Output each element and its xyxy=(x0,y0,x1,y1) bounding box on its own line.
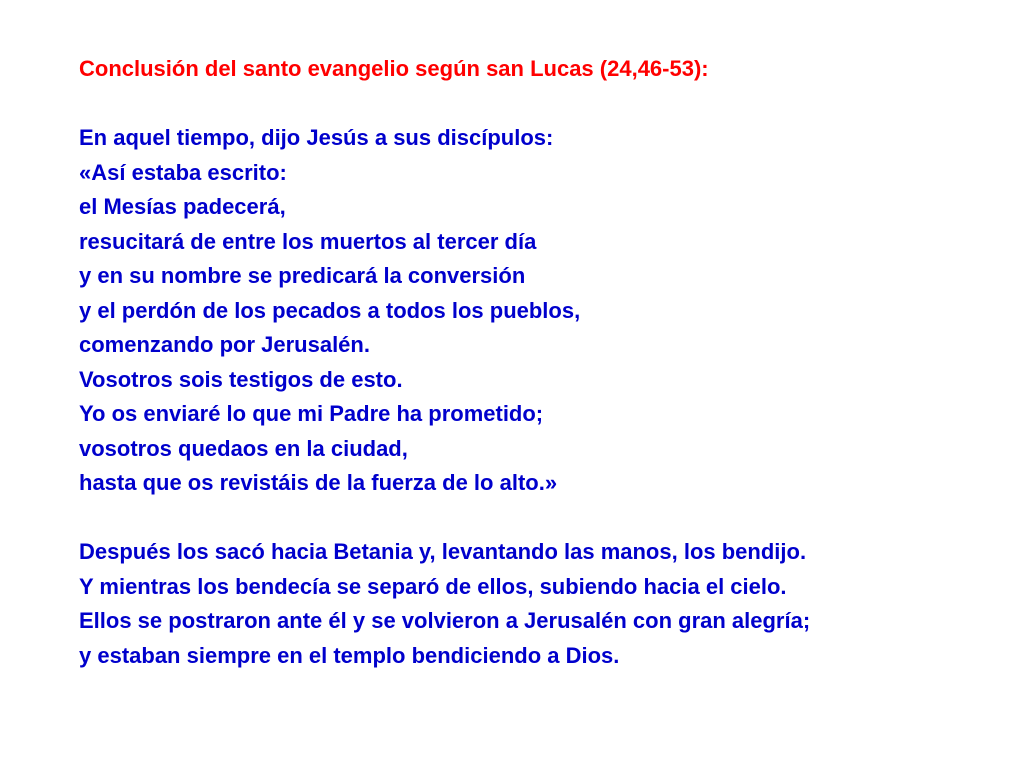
text-line: el Mesías padecerá, xyxy=(79,194,286,219)
gospel-stanza-2 xyxy=(79,535,979,673)
text-line: y en su nombre se predicará la conversión xyxy=(79,263,526,288)
text-line: y el perdón de los pecados a todos los pueblos, xyxy=(79,297,581,323)
text-line: hasta que os revistáis de la fuerza de lo alto.» xyxy=(79,470,558,495)
text-line: Vosotros sois testigos de esto. xyxy=(79,366,403,392)
text-line: En aquel tiempo, dijo Jesús a sus discípulos: xyxy=(79,125,554,150)
text-line: comenzando por Jerusalén. xyxy=(79,332,370,357)
text-line: Después los sacó hacia Betania y, levantando las manos, los bendijo. xyxy=(79,539,807,564)
slide-content xyxy=(79,52,979,673)
text-line: Y mientras los bendecía se separó de ellos, subiendo hacia el cielo. xyxy=(79,573,787,599)
text-line: Yo os enviaré lo que mi Padre ha prometido; xyxy=(79,401,544,426)
text-line: «Así estaba escrito: xyxy=(79,159,287,185)
text-line: resucitará de entre los muertos al tercer día xyxy=(79,228,537,254)
gospel-stanza-1 xyxy=(79,121,979,501)
text-line: y estaban siempre en el templo bendiciendo a Dios. xyxy=(79,642,620,668)
text-line: vosotros quedaos en la ciudad, xyxy=(79,435,408,461)
reading-heading: Conclusión del santo evangelio según san Lucas (24,46-53): xyxy=(79,56,709,81)
text-line: Ellos se postraron ante él y se volvieron a Jerusalén con gran alegría; xyxy=(79,608,811,633)
